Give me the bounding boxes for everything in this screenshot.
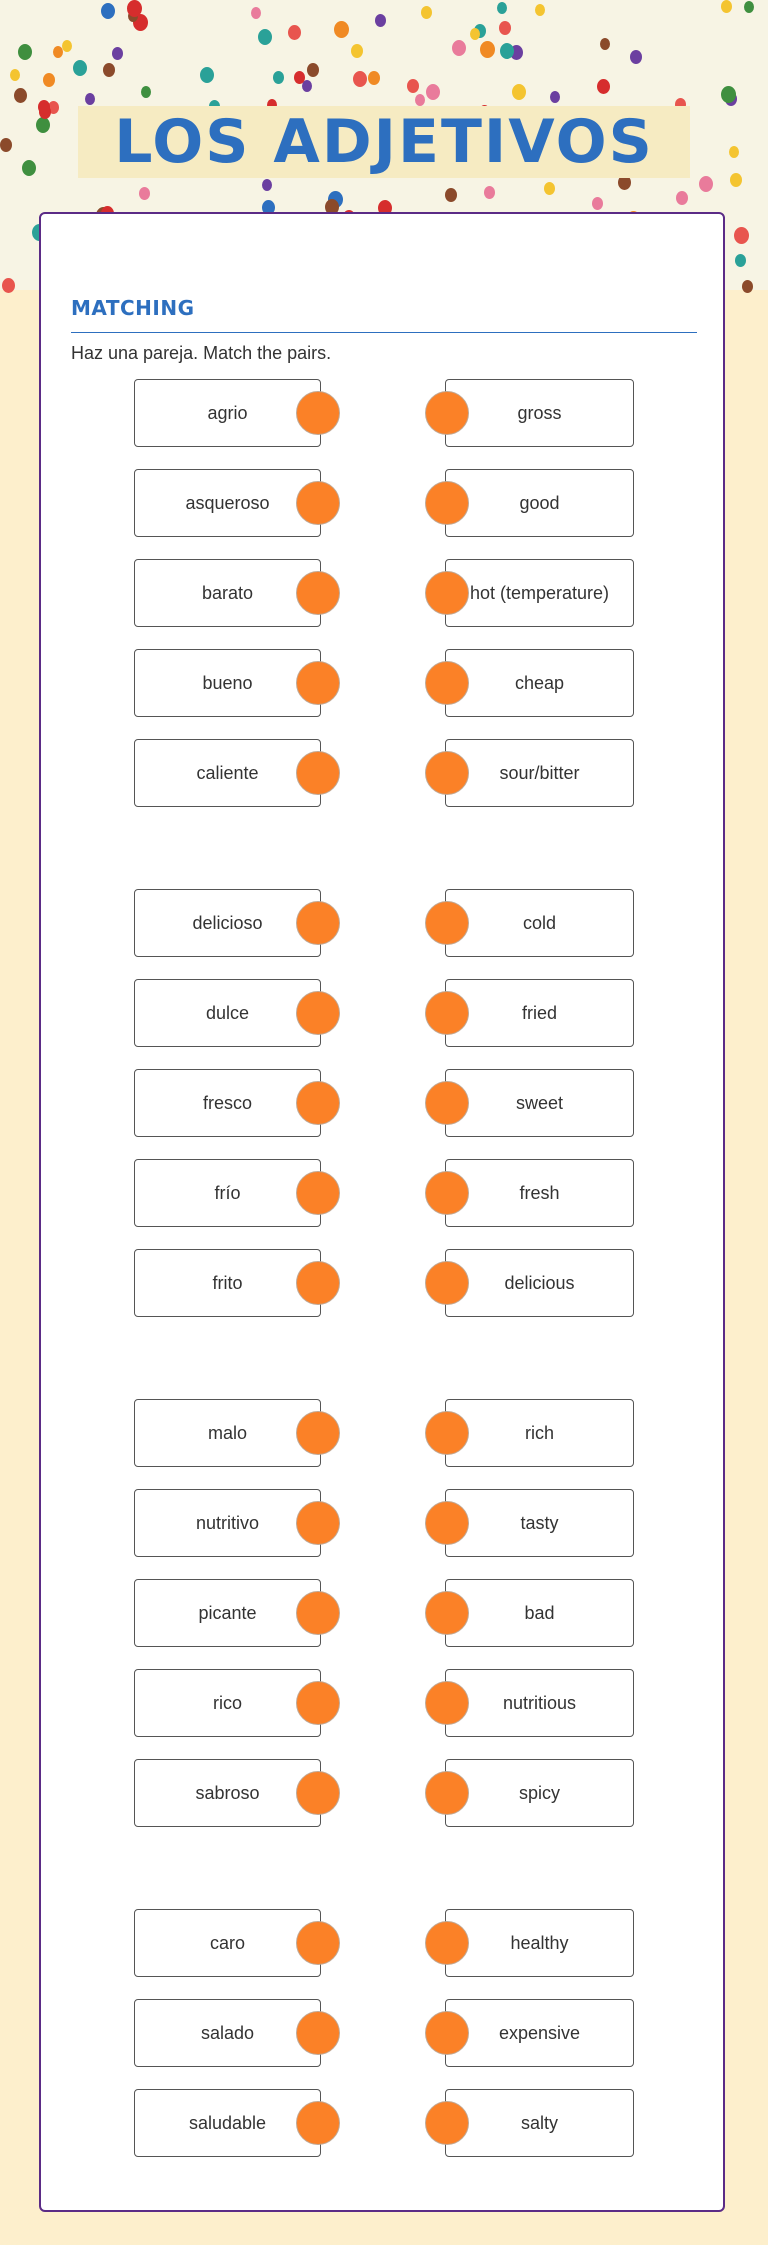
confetti-dot [262,179,272,191]
confetti-dot [499,21,511,35]
right-term-box [445,1579,634,1647]
left-term-box [134,1069,321,1137]
right-term-box [445,1669,634,1737]
right-match-handle[interactable] [425,2101,469,2145]
confetti-dot [101,3,115,19]
left-match-handle[interactable] [296,1081,340,1125]
confetti-dot [729,146,739,158]
confetti-dot [139,187,150,200]
confetti-dot [141,86,151,98]
right-term-label: delicious [504,1272,575,1293]
confetti-dot [2,278,15,293]
right-match-handle[interactable] [425,1261,469,1305]
confetti-dot [112,47,123,60]
left-term-box [134,469,321,537]
confetti-dot [10,69,20,81]
confetti-dot [38,100,50,114]
right-match-handle[interactable] [425,1591,469,1635]
right-term-box [445,1759,634,1827]
confetti-dot [630,50,642,64]
confetti-dot [550,91,560,103]
confetti-dot [497,2,507,14]
left-term-label: dulce [205,1002,250,1023]
left-term-box [134,1159,321,1227]
confetti-dot [500,43,514,59]
right-match-handle[interactable] [425,391,469,435]
confetti-dot [200,67,214,83]
left-match-handle[interactable] [296,1261,340,1305]
confetti-dot [85,93,95,105]
confetti-dot [251,7,261,19]
left-term-box [134,1399,321,1467]
right-term-label: gross [517,402,562,423]
confetti-dot [470,28,480,40]
right-term-label: expensive [498,2022,581,2043]
right-match-handle[interactable] [425,1081,469,1125]
left-match-handle[interactable] [296,391,340,435]
confetti-dot [294,71,305,84]
right-match-handle[interactable] [425,1501,469,1545]
page-title: LOS ADJETIVOS [114,107,654,177]
right-term-label: salty [520,2112,558,2133]
right-term-box [445,889,634,957]
right-term-box [445,1069,634,1137]
confetti-dot [103,63,115,77]
confetti-dot [426,84,440,100]
right-term-box [445,2089,634,2157]
left-match-handle[interactable] [296,1681,340,1725]
left-term-box [134,559,321,627]
left-term-label: asqueroso [185,492,270,513]
left-match-handle[interactable] [296,1171,340,1215]
instructions-text: Haz una pareja. Match the pairs. [71,343,332,363]
right-term-label: rich [524,1422,554,1443]
confetti-dot [127,0,142,17]
right-term-box [445,1909,634,1977]
left-term-box [134,1669,321,1737]
right-match-handle[interactable] [425,901,469,945]
confetti-dot [676,191,688,205]
confetti-dot [14,88,27,103]
left-term-box [134,379,321,447]
right-term-label: spicy [518,1782,560,1803]
left-term-label: bueno [202,672,253,693]
confetti-dot [512,84,526,100]
left-match-handle[interactable] [296,571,340,615]
confetti-dot [53,46,63,58]
left-term-label: agrio [207,402,248,423]
left-match-handle[interactable] [296,1771,340,1815]
left-match-handle[interactable] [296,1411,340,1455]
right-match-handle[interactable] [425,1921,469,1965]
left-term-box [134,1999,321,2067]
right-term-label: good [519,492,560,513]
section-heading: MATCHING [71,296,195,320]
left-match-handle[interactable] [296,2011,340,2055]
confetti-dot [0,138,12,152]
right-match-handle[interactable] [425,1681,469,1725]
left-term-box [134,1249,321,1317]
left-term-label: rico [212,1692,242,1713]
right-match-handle[interactable] [425,751,469,795]
right-term-label: hot (temperature) [469,582,610,603]
left-match-handle[interactable] [296,751,340,795]
right-term-label: cold [522,912,557,933]
left-term-label: malo [207,1422,247,1443]
left-term-box [134,739,321,807]
confetti-dot [445,188,457,202]
confetti-dot [18,44,32,60]
right-term-label: healthy [510,1932,569,1953]
right-term-box [445,379,634,447]
left-term-label: picante [198,1602,257,1623]
right-match-handle[interactable] [425,991,469,1035]
right-term-label: cheap [514,672,565,693]
confetti-dot [36,117,50,133]
left-term-box [134,1909,321,1977]
left-term-box [134,1759,321,1827]
confetti-dot [353,71,367,87]
right-term-box [445,469,634,537]
right-term-label: bad [524,1602,555,1623]
confetti-dot [597,79,610,94]
confetti-dot [22,160,36,176]
right-term-label: sweet [515,1092,564,1113]
right-term-box [445,739,634,807]
heading-divider [71,332,697,333]
confetti-dot [544,182,555,195]
left-term-box [134,889,321,957]
left-match-handle[interactable] [296,901,340,945]
confetti-dot [452,40,466,56]
confetti-dot [721,86,736,103]
left-term-box [134,1489,321,1557]
left-term-label: frito [212,1272,243,1293]
right-term-box [445,979,634,1047]
confetti-dot [368,71,380,85]
left-term-box [134,2089,321,2157]
left-match-handle[interactable] [296,481,340,525]
confetti-dot [535,4,545,16]
confetti-dot [699,176,713,192]
left-term-box [134,979,321,1047]
confetti-dot [288,25,301,40]
confetti-dot [43,73,55,87]
confetti-dot [334,21,349,38]
left-term-label: salado [200,2022,255,2043]
confetti-dot [730,173,742,187]
right-match-handle[interactable] [425,571,469,615]
confetti-dot [734,227,749,244]
confetti-dot [62,40,72,52]
right-term-box [445,1489,634,1557]
left-term-label: sabroso [195,1782,260,1803]
left-term-label: fresco [202,1092,253,1113]
left-term-label: delicioso [192,912,263,933]
right-term-box [445,1159,634,1227]
left-match-handle[interactable] [296,1501,340,1545]
right-term-label: nutritious [502,1692,577,1713]
left-term-label: caro [209,1932,245,1953]
confetti-dot [258,29,272,45]
right-match-handle[interactable] [425,1171,469,1215]
left-term-label: frío [214,1182,241,1203]
right-term-label: sour/bitter [499,762,580,783]
confetti-dot [421,6,432,19]
left-term-box [134,649,321,717]
left-match-handle[interactable] [296,661,340,705]
confetti-dot [415,94,425,106]
confetti-dot [407,79,419,93]
left-term-box [134,1579,321,1647]
right-match-handle[interactable] [425,1771,469,1815]
confetti-dot [480,41,495,58]
right-match-handle[interactable] [425,661,469,705]
right-term-label: tasty [520,1512,559,1533]
confetti-dot [721,0,732,13]
right-match-handle[interactable] [425,2011,469,2055]
right-term-box [445,1249,634,1317]
confetti-dot [735,254,746,267]
left-term-label: caliente [196,762,259,783]
left-match-handle[interactable] [296,2101,340,2145]
confetti-dot [73,60,87,76]
confetti-dot [600,38,610,50]
confetti-dot [375,14,386,27]
left-term-label: nutritivo [195,1512,260,1533]
left-match-handle[interactable] [296,1921,340,1965]
confetti-dot [592,197,603,210]
left-term-label: saludable [188,2112,267,2133]
confetti-dot [307,63,319,77]
confetti-dot [484,186,495,199]
right-term-box [445,1399,634,1467]
confetti-dot [351,44,363,58]
left-term-label: barato [201,582,254,603]
right-term-label: fried [521,1002,557,1023]
confetti-dot [742,280,753,293]
right-match-handle[interactable] [425,1411,469,1455]
right-term-box [445,649,634,717]
right-match-handle[interactable] [425,481,469,525]
right-term-box [445,559,634,627]
confetti-dot [744,1,754,13]
left-match-handle[interactable] [296,991,340,1035]
left-match-handle[interactable] [296,1591,340,1635]
right-term-box [445,1999,634,2067]
right-term-label: fresh [519,1182,560,1203]
confetti-dot [273,71,284,84]
